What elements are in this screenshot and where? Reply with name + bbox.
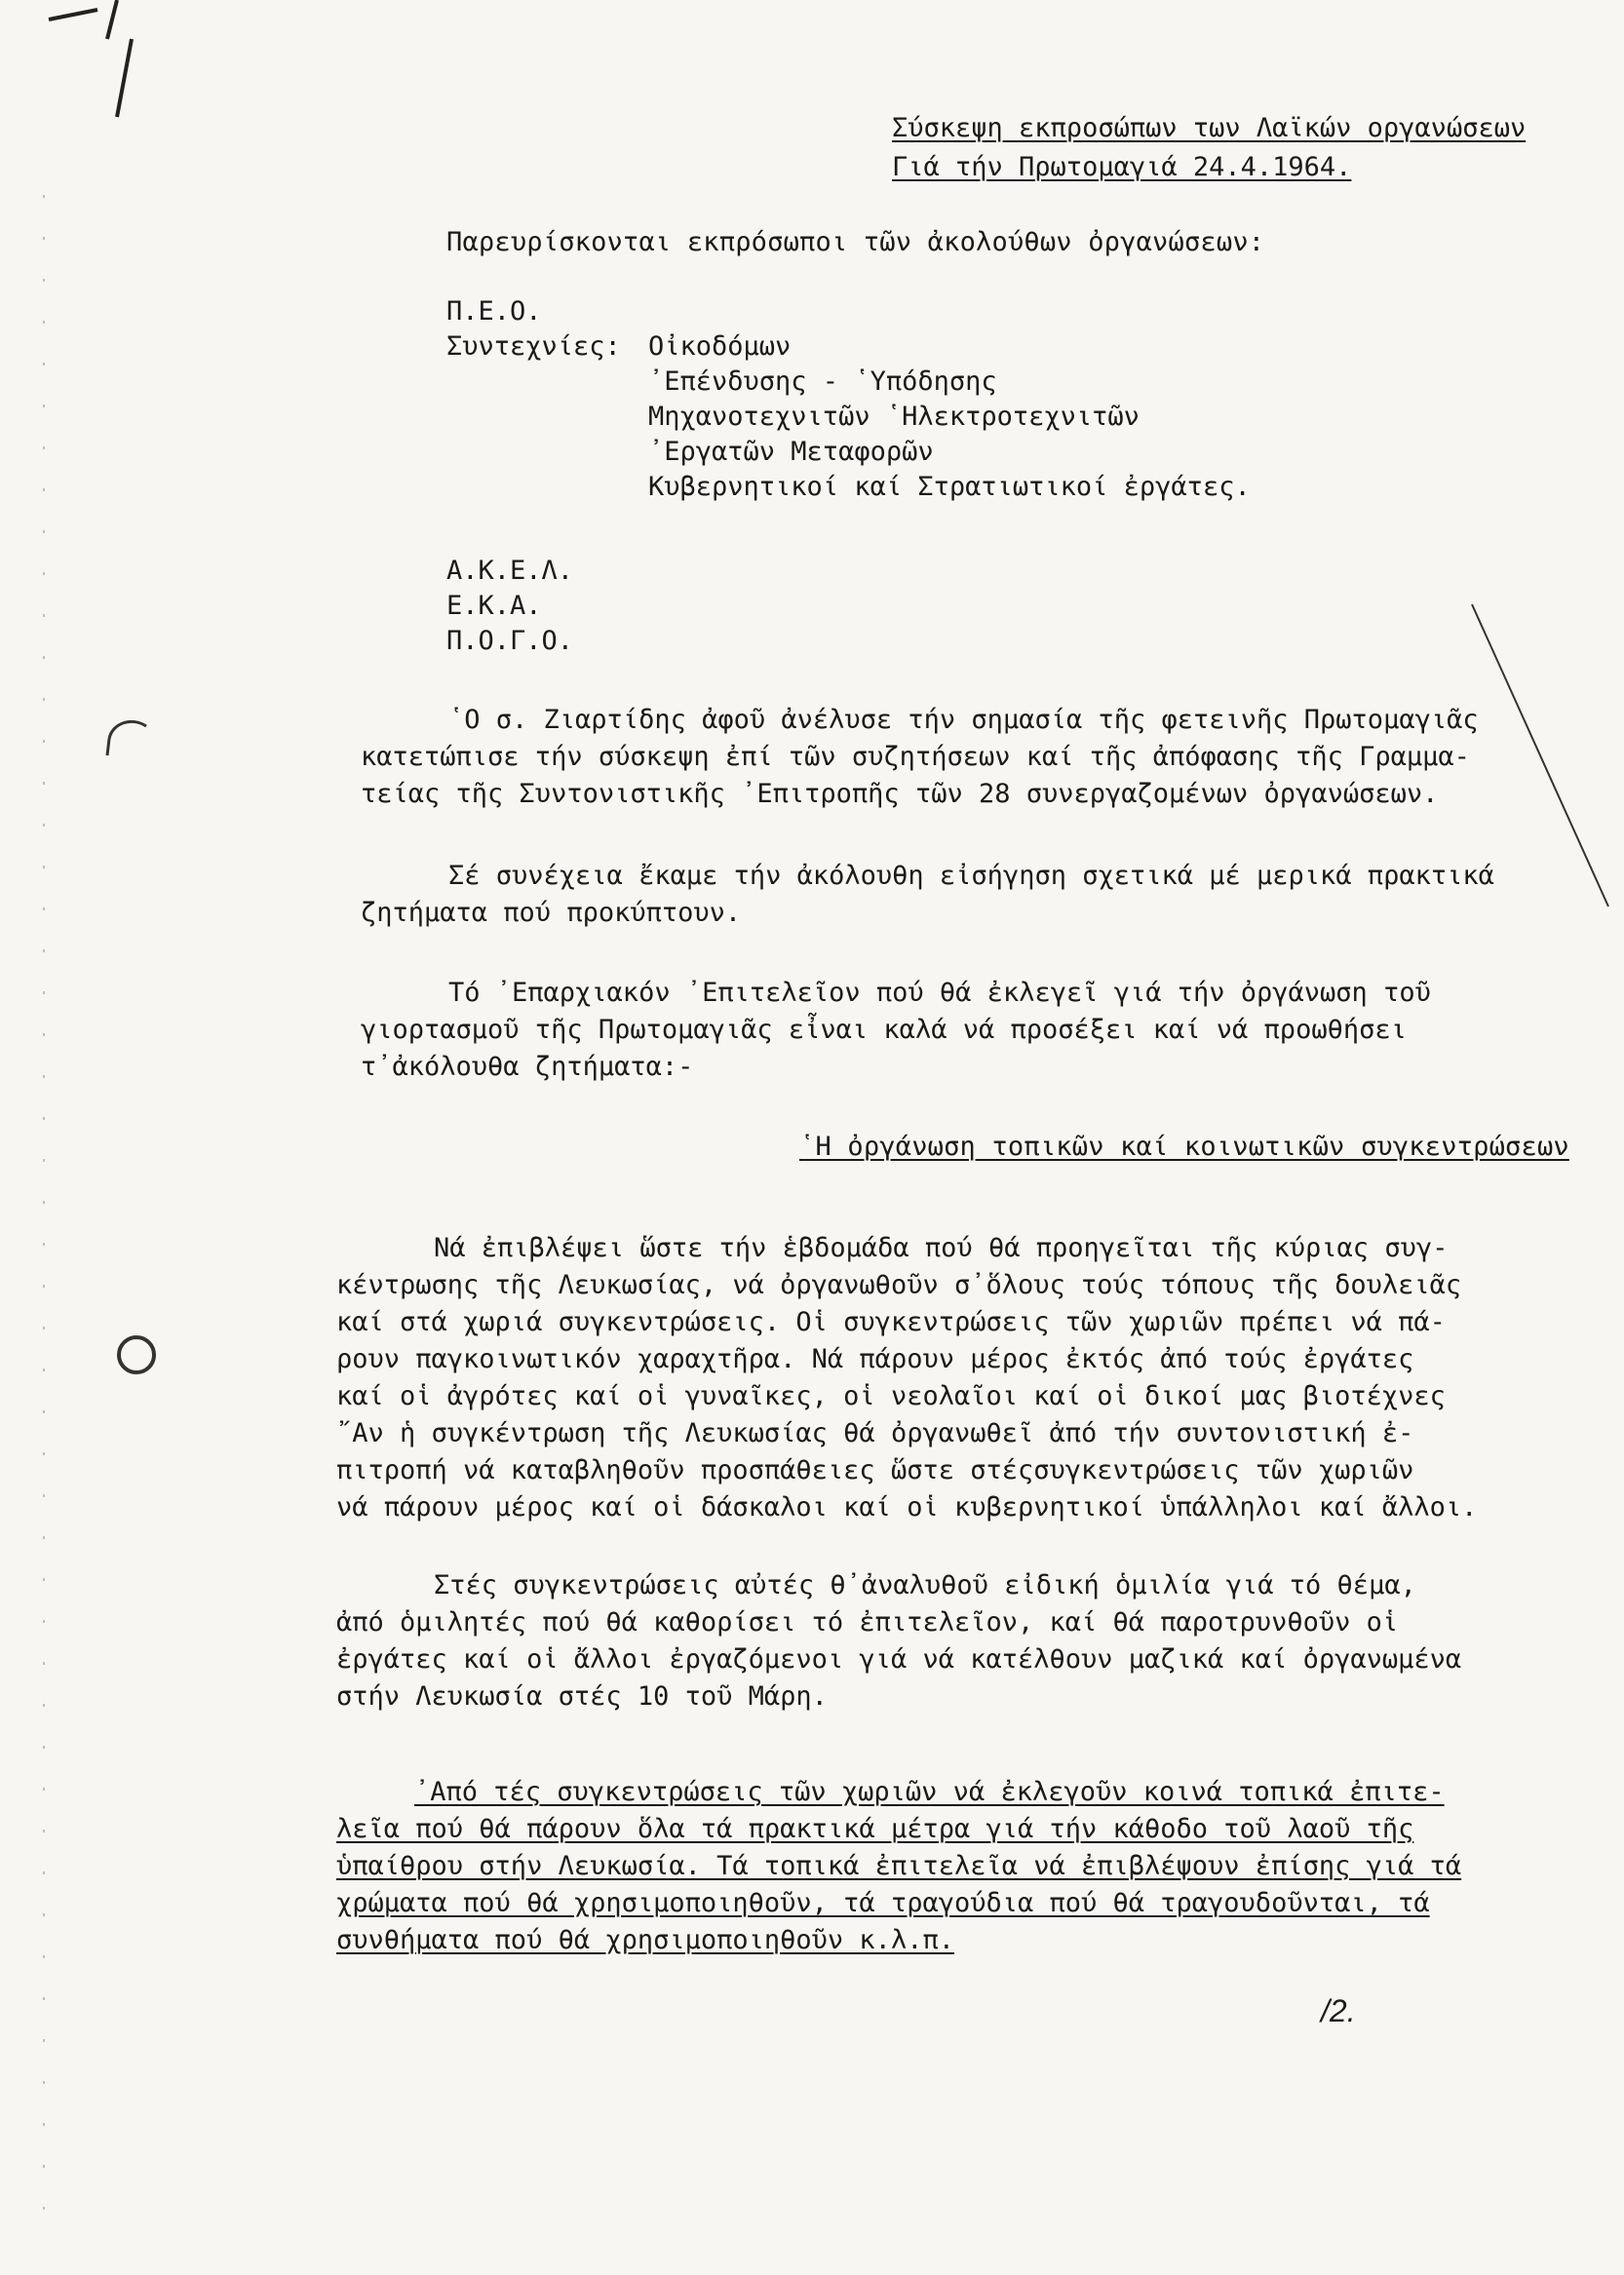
paragraph-line: ζητήματα πού προκύπτουν. — [361, 898, 742, 928]
paragraph-line: συνθήματα πού θά χρησιμοποιηθοῦν κ.λ.π. — [336, 1925, 954, 1955]
org-item: Π.Ο.Γ.Ο. — [446, 626, 574, 656]
scan-edge-left — [39, 195, 49, 2242]
paragraph-line: Σέ συνέχεια ἔκαμε τήν ἀκόλουθη εἰσήγηση σχετικά μέ μερικά πρακτικά — [448, 861, 1494, 891]
org-item: Α.Κ.Ε.Λ. — [446, 556, 574, 586]
paragraph-line: γιορτασμοῦ τῆς Πρωτομαγιᾶς εἶναι καλά νά προσέξει καί νά προωθήσει — [361, 1015, 1407, 1045]
document-heading — [892, 109, 1526, 187]
punch-hole-middle — [107, 1326, 166, 1384]
paragraph-line: στήν Λευκωσία στές 10 τοῦ Μάρη. — [336, 1681, 828, 1712]
paragraph-line: λεῖα πού θά πάρουν ὅλα τά πρακτικά μέτρα γιά τήν κάθοδο τοῦ λαοῦ τῆς — [336, 1814, 1414, 1844]
paragraph-line: καί οἱ ἀγρότες καί οἱ γυναῖκες, οἱ νεολαῖοι καί οἱ δικοί μας βιοτέχνες — [336, 1381, 1446, 1411]
paragraph-line: χρώματα πού θά χρησιμοποιηθοῦν, τά τραγούδια πού θά τραγουδοῦνται, τά — [336, 1888, 1430, 1918]
paragraph-5 — [336, 1567, 1574, 1716]
paragraph-line: ρουν παγκοινωτικόν χαραχτῆρα. Νά πάρουν μέρος ἐκτός ἀπό τούς ἐργάτες — [336, 1344, 1414, 1374]
heading-line-2: Γιά τήν Πρωτομαγιά 24.4.1964. — [892, 152, 1352, 182]
paragraph-line: ᾿Από τές συγκεντρώσεις τῶν χωριῶν νά ἐκλεγοῦν κοινά τοπικά ἐπιτε- — [414, 1777, 1445, 1807]
section-subheading: ῾Η ὀργάνωση τοπικῶν καί κοινωτικῶν συγκεντρώσεων — [799, 1132, 1569, 1162]
scan-mark-top-left — [39, 0, 156, 136]
paragraph-line: ῾Ο σ. Ζιαρτίδης ἀφοῦ ἀνέλυσε τήν σημασία τῆς φετεινῆς Πρωτομαγιᾶς — [448, 705, 1479, 735]
paragraph-line: ἐργάτες καί οἱ ἄλλοι ἐργαζόμενοι γιά νά κατέλθουν μαζικά καί ὀργανωμένα — [336, 1644, 1462, 1675]
paragraph-line: τ᾿ἀκόλουθα ζητήματα:- — [361, 1052, 694, 1082]
paragraph-2 — [361, 858, 1599, 932]
union-item: Οἰκοδόμων — [648, 331, 792, 362]
paragraph-line: κέντρωσης τῆς Λευκωσίας, νά ὀργανωθοῦν σ᾿ὅλους τούς τόπους τῆς δουλειᾶς — [336, 1270, 1462, 1300]
paragraph-line: ῎Αν ἡ συγκέντρωση τῆς Λευκωσίας θά ὀργανωθεῖ ἀπό τήν συντονιστική ἐ- — [336, 1418, 1414, 1448]
page-number: /2. — [1321, 1993, 1356, 2028]
other-organizations — [446, 554, 573, 659]
paragraph-line: κατετώπισε τήν σύσκεψη ἐπί τῶν συζητήσεων καί τῆς ἀπόφασης τῆς Γραμμα- — [361, 742, 1470, 772]
union-item: Κυβερνητικοί καί Στρατιωτικοί ἐργάτες. — [648, 472, 1251, 502]
paragraph-6 — [336, 1774, 1574, 1959]
paragraph-4 — [336, 1230, 1574, 1526]
paragraph-line: ὑπαίθρου στήν Λευκωσία. Τά τοπικά ἐπιτελεῖα νά ἐπιβλέψουν ἐπίσης γιά τά — [336, 1851, 1462, 1881]
unions-list — [648, 329, 1251, 505]
paragraph-1 — [361, 702, 1599, 813]
union-item: ᾿Επένδυσης - ῾Υπόδησης — [648, 366, 997, 397]
unions-label: Συντεχνίες: — [446, 331, 621, 362]
paragraph-line: νά πάρουν μέρος καί οἱ δάσκαλοι καί οἱ κυβερνητικοί ὑπάλληλοι καί ἄλλοι. — [336, 1492, 1478, 1523]
union-item: Μηχανοτεχνιτῶν ῾Ηλεκτροτεχνιτῶν — [648, 402, 1140, 432]
organizations-block — [446, 294, 621, 365]
paragraph-line: Νά ἐπιβλέψει ὥστε τήν ἑβδομάδα πού θά προηγεῖται τῆς κύριας συγ- — [434, 1233, 1449, 1263]
org-peo: Π.Ε.Ο. — [446, 296, 542, 327]
punch-hole-top — [97, 712, 156, 770]
paragraph-line: πιτροπή νά καταβληθοῦν προσπάθειες ὥστε στέςσυγκεντρώσεις τῶν χωριῶν — [336, 1455, 1414, 1485]
org-item: Ε.Κ.Α. — [446, 591, 542, 621]
paragraph-line: τείας τῆς Συντονιστικῆς ᾿Επιτροπῆς τῶν 28 συνεργαζομένων ὀργανώσεων. — [361, 779, 1439, 809]
paragraph-line: ἀπό ὁμιλητές πού θά καθορίσει τό ἐπιτελεῖον, καί θά παροτρυνθοῦν οἱ — [336, 1607, 1399, 1638]
paragraph-3 — [361, 975, 1599, 1086]
paragraph-line: καί στά χωριά συγκεντρώσεις. Οἱ συγκεντρώσεις τῶν χωριῶν πρέπει νά πά- — [336, 1307, 1446, 1337]
paragraph-line: Τό ᾿Επαρχιακόν ᾿Επιτελεῖον πού θά ἐκλεγεῖ γιά τήν ὀργάνωση τοῦ — [448, 978, 1431, 1008]
paragraph-line: Στές συγκεντρώσεις αὐτές θ᾿ἀναλυθοῦ εἰδική ὁμιλία γιά τό θέμα, — [434, 1570, 1416, 1600]
attendees-intro: Παρευρίσκονται εκπρόσωποι τῶν ἀκολούθων ὀργανώσεων: — [446, 227, 1265, 257]
union-item: ᾿Εργατῶν Μεταφορῶν — [648, 437, 934, 467]
heading-line-1: Σύσκεψη εκπροσώπων των Λαϊκών οργανώσεων — [892, 113, 1527, 143]
